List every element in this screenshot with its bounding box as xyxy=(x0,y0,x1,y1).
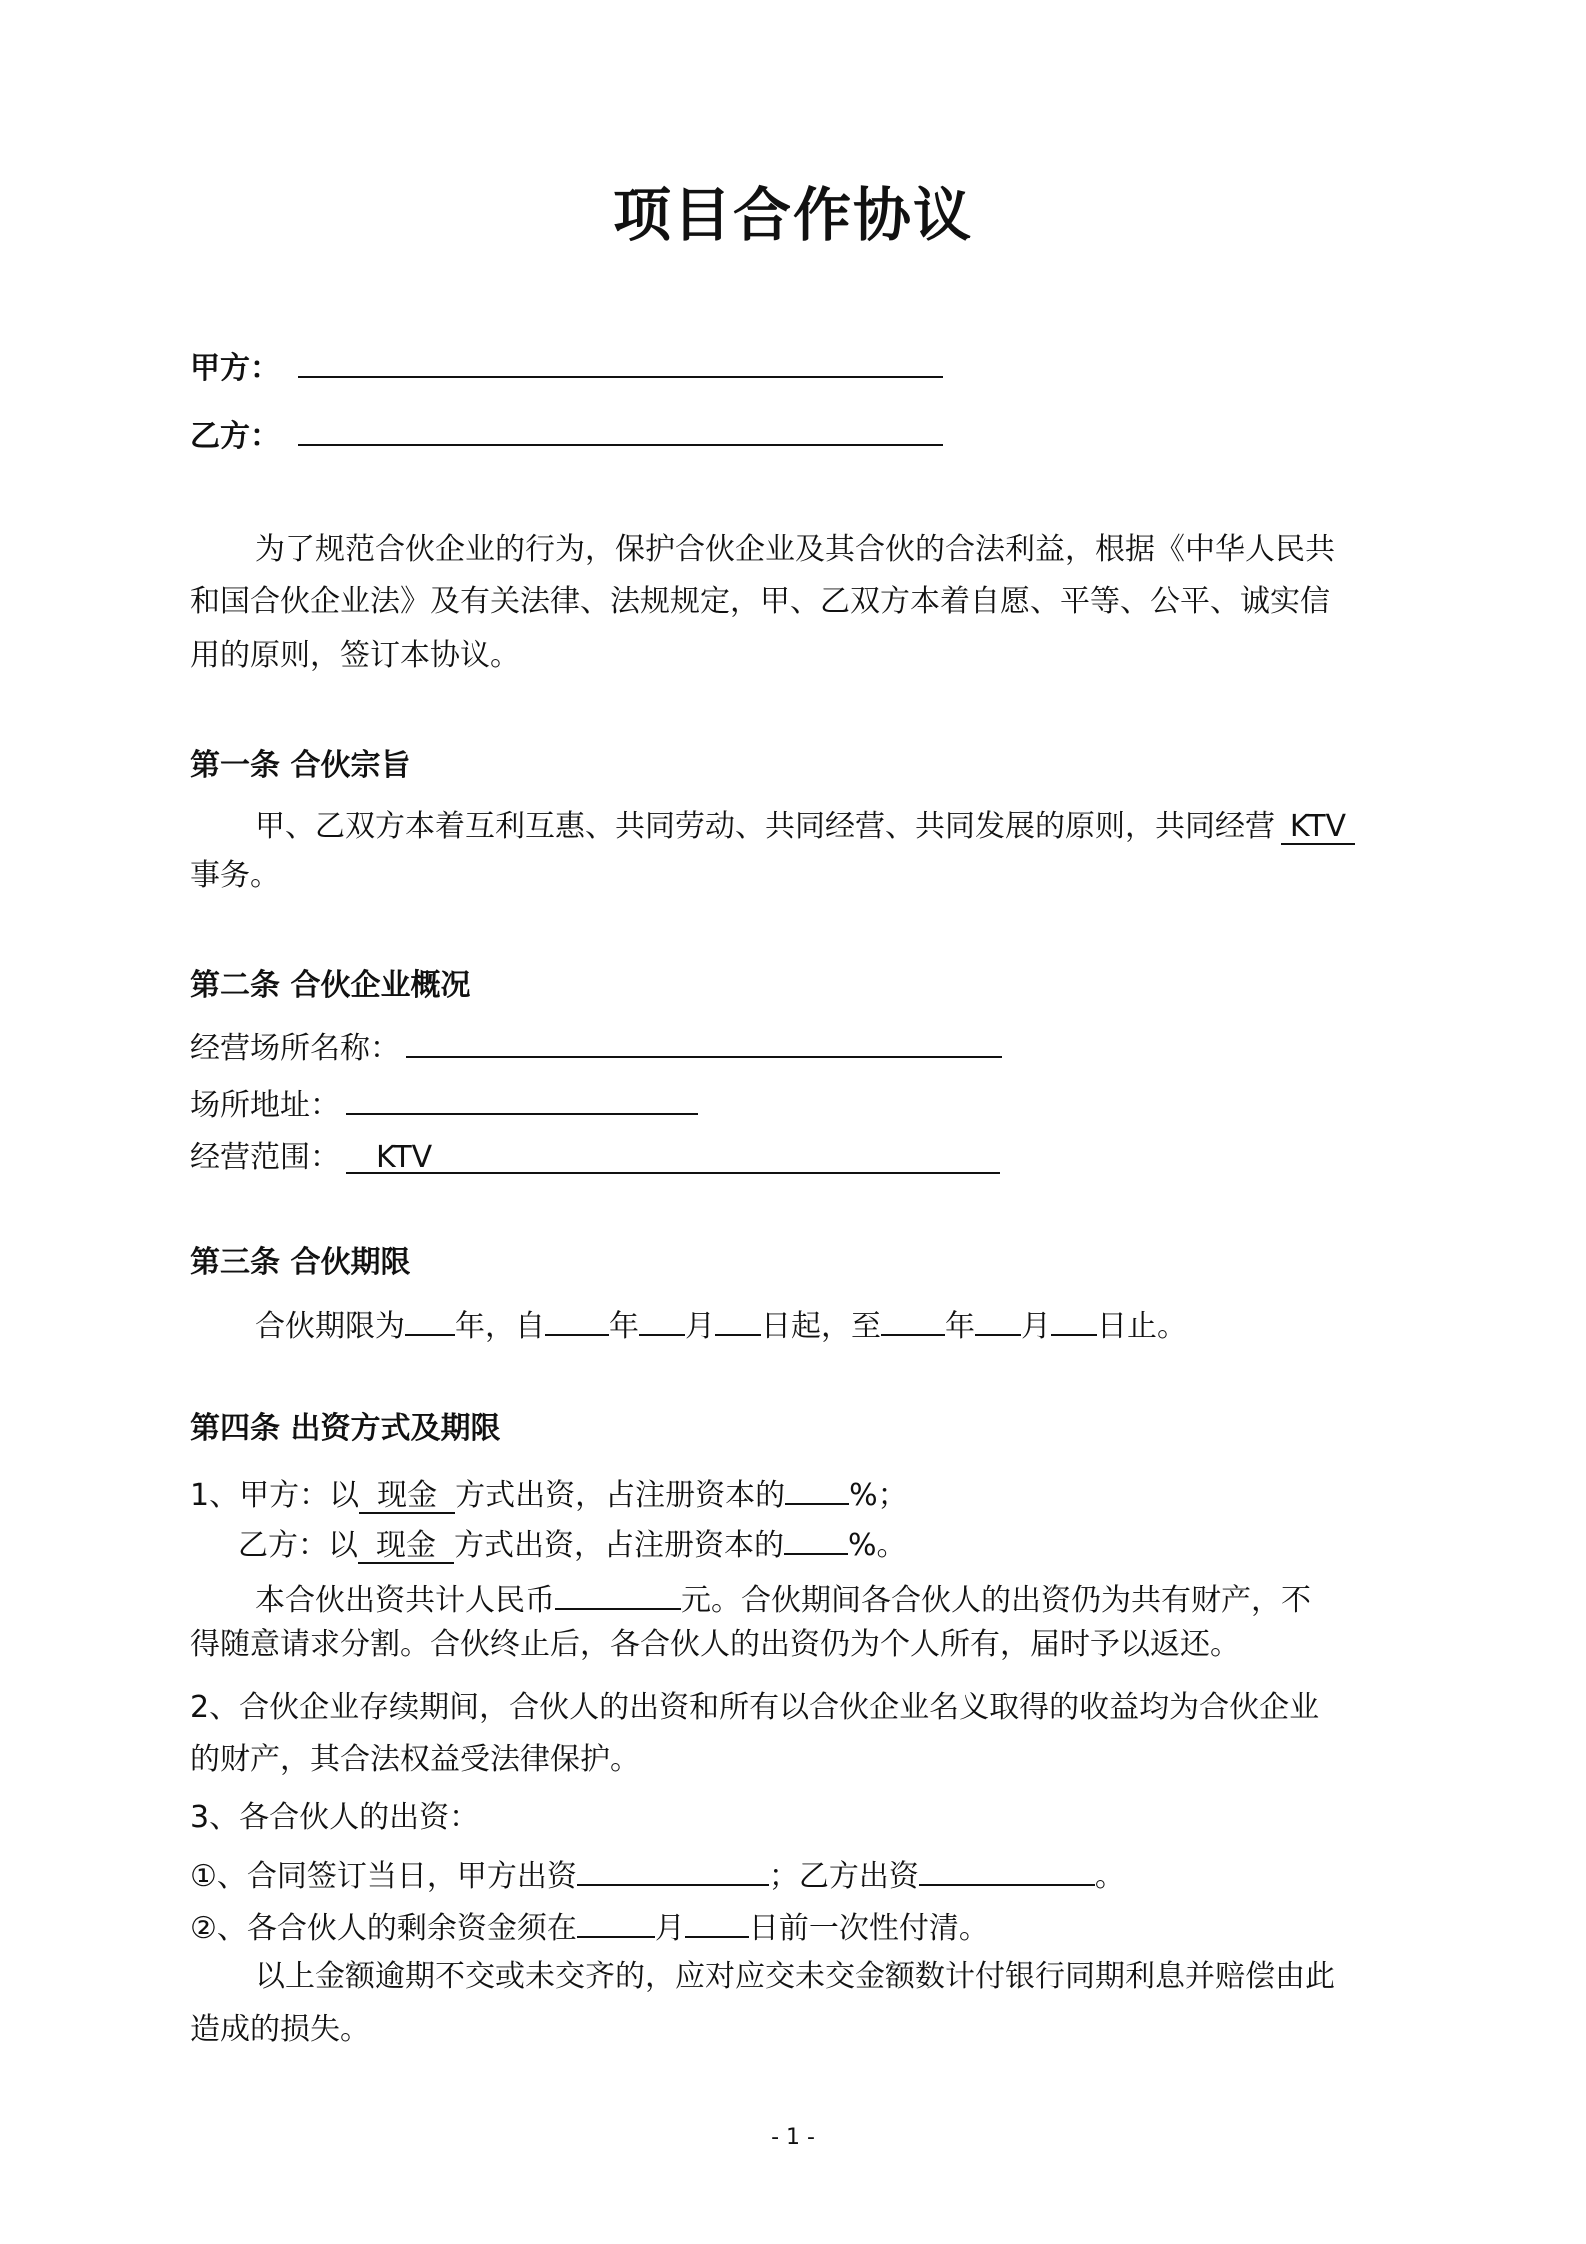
party-b-label: 乙方： xyxy=(190,419,280,454)
intro-line-1: 为了规范合伙企业的行为，保护合伙企业及其合伙的合法利益，根据《中华人民共 xyxy=(255,532,1335,567)
party-a-blank xyxy=(298,340,943,378)
party-a-line xyxy=(190,340,943,389)
contribution-a-text: 方式出资，占注册资本的 xyxy=(455,1478,786,1513)
term-text-6: 年 xyxy=(945,1309,975,1344)
total-contribution-prefix: 本合伙出资共计人民币 xyxy=(255,1583,555,1618)
clause-3-item-1-end: 。 xyxy=(1094,1859,1125,1894)
article-1-line-2: 事务。 xyxy=(190,858,280,893)
contribution-a-method: 现金 xyxy=(359,1476,455,1514)
party-b-amount-blank xyxy=(919,1848,1095,1886)
start-year-blank xyxy=(545,1298,609,1336)
clause-3-item-2-prefix: ②、各合伙人的剩余资金须在 xyxy=(190,1911,577,1946)
due-day-blank xyxy=(685,1900,749,1938)
party-a-amount-blank xyxy=(577,1848,769,1886)
contribution-b-percent-blank xyxy=(784,1517,848,1555)
clause-3-item-1 xyxy=(190,1848,1125,1897)
document-title: 项目合作协议 xyxy=(612,181,973,249)
due-month-blank xyxy=(577,1900,655,1938)
partnership-term-line xyxy=(255,1298,1187,1347)
business-scope-line xyxy=(190,1138,1000,1178)
party-a-label: 甲方： xyxy=(190,351,280,386)
article-1-text: 甲、乙双方本着互利互惠、共同劳动、共同经营、共同发展的原则，共同经营 xyxy=(255,809,1275,844)
venue-name-label: 经营场所名称： xyxy=(190,1031,400,1066)
article-2-heading: 第二条 合伙企业概况 xyxy=(190,968,471,1003)
contribution-a-prefix: 1、甲方：以 xyxy=(190,1478,360,1513)
clause-2-line-1: 2、合伙企业存续期间，合伙人的出资和所有以合伙企业名义取得的收益均为合伙企业 xyxy=(190,1690,1320,1725)
venue-name-blank xyxy=(406,1020,1002,1058)
business-scope-value: KTV xyxy=(346,1138,1000,1174)
article-1-line-1 xyxy=(255,807,1355,847)
late-payment-line-2: 造成的损失。 xyxy=(190,2012,370,2047)
party-b-line xyxy=(190,408,943,457)
contribution-a-suffix: %； xyxy=(849,1478,908,1513)
end-year-blank xyxy=(881,1298,945,1336)
end-day-blank xyxy=(1051,1298,1097,1336)
term-years-blank xyxy=(405,1298,455,1336)
term-text-1: 合伙期限为 xyxy=(255,1309,405,1344)
total-contribution-text: 元。合伙期间各合伙人的出资仍为共有财产，不 xyxy=(681,1583,1311,1618)
contribution-a-line xyxy=(190,1467,908,1516)
article-3-heading: 第三条 合伙期限 xyxy=(190,1245,411,1280)
page-number: - 1 - xyxy=(771,2125,815,2150)
term-text-5: 日起，至 xyxy=(761,1309,881,1344)
clause-2-line-2: 的财产，其合法权益受法律保护。 xyxy=(190,1742,640,1777)
total-amount-blank xyxy=(555,1572,681,1610)
venue-address-blank xyxy=(346,1077,698,1115)
venue-address-line xyxy=(190,1077,698,1126)
contribution-b-prefix: 乙方：以 xyxy=(238,1528,358,1563)
intro-line-2: 和国合伙企业法》及有关法律、法规规定，甲、乙双方本着自愿、平等、公平、诚实信 xyxy=(190,584,1330,619)
article-1-heading: 第一条 合伙宗旨 xyxy=(190,748,411,783)
clause-3-item-1-prefix: ①、合同签订当日，甲方出资 xyxy=(190,1859,577,1894)
venue-name-line xyxy=(190,1020,1002,1069)
business-field: KTV xyxy=(1281,807,1355,845)
contribution-b-method: 现金 xyxy=(358,1526,454,1564)
article-4-heading: 第四条 出资方式及期限 xyxy=(190,1411,501,1446)
late-payment-line-1: 以上金额逾期不交或未交齐的，应对应交未交金额数计付银行同期利息并赔偿由此 xyxy=(255,1959,1335,1994)
total-contribution-line-1 xyxy=(255,1572,1311,1621)
clause-3-heading: 3、各合伙人的出资： xyxy=(190,1800,480,1835)
clause-3-item-2-end: 日前一次性付清。 xyxy=(748,1911,989,1946)
clause-3-item-2-month: 月 xyxy=(654,1911,685,1946)
term-text-8: 日止。 xyxy=(1097,1309,1187,1344)
term-text-7: 月 xyxy=(1021,1309,1051,1344)
venue-address-label: 场所地址： xyxy=(190,1088,340,1123)
total-contribution-line-2: 得随意请求分割。合伙终止后，各合伙人的出资仍为个人所有，届时予以返还。 xyxy=(190,1627,1240,1662)
clause-3-item-1-mid: ；乙方出资 xyxy=(768,1859,919,1894)
term-text-2: 年，自 xyxy=(455,1309,545,1344)
contribution-a-percent-blank xyxy=(785,1467,849,1505)
contribution-b-suffix: %。 xyxy=(848,1528,907,1563)
clause-3-item-2 xyxy=(190,1900,989,1949)
contribution-b-line xyxy=(238,1517,907,1566)
party-b-blank xyxy=(298,408,943,446)
end-month-blank xyxy=(975,1298,1021,1336)
business-scope-label: 经营范围： xyxy=(190,1140,340,1175)
contribution-b-text: 方式出资，占注册资本的 xyxy=(454,1528,784,1563)
term-text-4: 月 xyxy=(685,1309,715,1344)
term-text-3: 年 xyxy=(609,1309,639,1344)
start-month-blank xyxy=(639,1298,685,1336)
start-day-blank xyxy=(715,1298,761,1336)
intro-line-3: 用的原则，签订本协议。 xyxy=(190,638,520,673)
